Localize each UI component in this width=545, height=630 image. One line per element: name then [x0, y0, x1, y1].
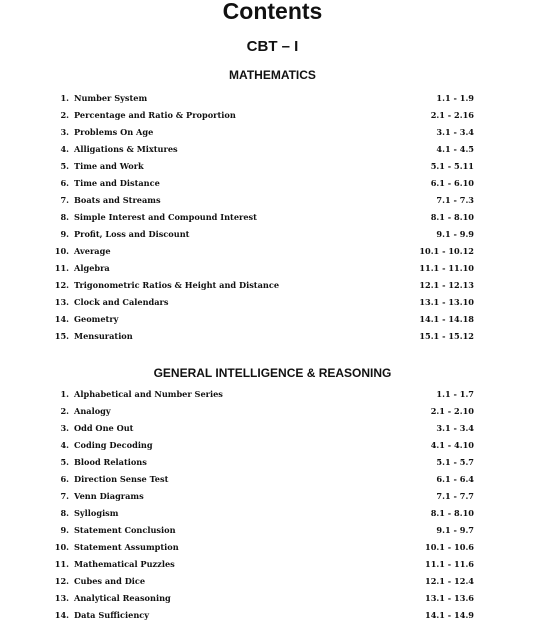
toc-entry — [0, 192, 545, 209]
toc-entry-number: 9. — [60, 525, 69, 535]
toc-entry — [0, 277, 545, 294]
toc-entry-title: Boats and Streams — [74, 195, 161, 205]
toc-entry-number: 12. — [54, 576, 69, 586]
toc-entry — [0, 403, 545, 420]
toc-entry — [0, 454, 545, 471]
section-heading-reasoning: GENERAL INTELLIGENCE & REASONING — [153, 366, 392, 380]
toc-entry-title: Profit, Loss and Discount — [74, 229, 190, 239]
toc-entry-number: 5. — [60, 457, 69, 467]
toc-entry-pages: 5.1 - 5.11 — [430, 161, 474, 171]
toc-entry — [0, 209, 545, 226]
toc-entry — [0, 522, 545, 539]
toc-entry — [0, 471, 545, 488]
toc-entry-title: Direction Sense Test — [74, 474, 169, 484]
toc-entry-number: 7. — [60, 491, 69, 501]
toc-entry-pages: 6.1 - 6.10 — [430, 178, 474, 188]
toc-entry — [0, 539, 545, 556]
toc-entry-title: Simple Interest and Compound Interest — [74, 212, 257, 222]
toc-entry-pages: 7.1 - 7.7 — [436, 491, 474, 501]
toc-entry-title: Mathematical Puzzles — [74, 559, 175, 569]
page-title: Contents — [222, 0, 323, 24]
toc-entry-number: 6. — [60, 178, 69, 188]
toc-entry-number: 12. — [54, 280, 69, 290]
toc-entry-pages: 13.1 - 13.6 — [425, 593, 474, 603]
toc-entry-pages: 14.1 - 14.9 — [425, 610, 474, 620]
toc-entry-pages: 11.1 - 11.10 — [419, 263, 474, 273]
toc-entry-pages: 7.1 - 7.3 — [436, 195, 474, 205]
toc-entry — [0, 386, 545, 403]
toc-entry-pages: 1.1 - 1.7 — [436, 389, 474, 399]
toc-entry-number: 15. — [54, 331, 69, 341]
toc-entry-pages: 8.1 - 8.10 — [430, 212, 474, 222]
toc-entry-title: Clock and Calendars — [74, 297, 169, 307]
toc-entry-number: 8. — [60, 508, 69, 518]
toc-entry-pages: 3.1 - 3.4 — [436, 127, 474, 137]
toc-entry — [0, 294, 545, 311]
toc-entry-number: 10. — [54, 542, 69, 552]
toc-entry-pages: 11.1 - 11.6 — [425, 559, 474, 569]
toc-entry-pages: 1.1 - 1.9 — [436, 93, 474, 103]
toc-entry-number: 11. — [54, 263, 69, 273]
toc-entry-title: Time and Distance — [74, 178, 160, 188]
toc-entry-number: 6. — [60, 474, 69, 484]
toc-entry-title: Problems On Age — [74, 127, 154, 137]
toc-entry-pages: 9.1 - 9.9 — [436, 229, 474, 239]
toc-entry-title: Syllogism — [74, 508, 119, 518]
toc-entry-title: Number System — [74, 93, 148, 103]
toc-entry-number: 4. — [60, 440, 69, 450]
toc-entry-title: Algebra — [74, 263, 110, 273]
toc-entry-title: Statement Assumption — [74, 542, 179, 552]
toc-entry-title: Data Sufficiency — [74, 610, 150, 620]
toc-entry-title: Percentage and Ratio & Proportion — [74, 110, 236, 120]
toc-entry-pages: 12.1 - 12.13 — [419, 280, 474, 290]
toc-entry-pages: 2.1 - 2.10 — [430, 406, 474, 416]
toc-entry-pages: 2.1 - 2.16 — [430, 110, 474, 120]
toc-entry-title: Alligations & Mixtures — [74, 144, 178, 154]
toc-entry-number: 1. — [60, 389, 69, 399]
section-heading-mathematics: MATHEMATICS — [229, 68, 316, 82]
toc-entry-title: Time and Work — [74, 161, 144, 171]
toc-entry — [0, 243, 545, 260]
toc-entry-pages: 10.1 - 10.6 — [425, 542, 474, 552]
toc-entry-number: 8. — [60, 212, 69, 222]
toc-entry-pages: 6.1 - 6.4 — [436, 474, 474, 484]
toc-entry-title: Venn Diagrams — [74, 491, 144, 501]
toc-entry — [0, 420, 545, 437]
toc-entry — [0, 488, 545, 505]
toc-entry-pages: 14.1 - 14.18 — [419, 314, 474, 324]
toc-entry-number: 3. — [60, 127, 69, 137]
toc-entry — [0, 226, 545, 243]
toc-entry-number: 3. — [60, 423, 69, 433]
toc-entry-number: 11. — [54, 559, 69, 569]
toc-entry-title: Geometry — [74, 314, 119, 324]
toc-entry-number: 2. — [60, 406, 69, 416]
toc-entry — [0, 590, 545, 607]
toc-entry — [0, 260, 545, 277]
toc-entry — [0, 175, 545, 192]
toc-entry-number: 7. — [60, 195, 69, 205]
toc-entry-title: Analytical Reasoning — [74, 593, 171, 603]
toc-entry-pages: 12.1 - 12.4 — [425, 576, 474, 586]
toc-entry-pages: 4.1 - 4.5 — [436, 144, 474, 154]
toc-entry-number: 10. — [54, 246, 69, 256]
toc-entry-pages: 5.1 - 5.7 — [436, 457, 474, 467]
toc-list-reasoning — [0, 386, 545, 624]
toc-entry — [0, 573, 545, 590]
toc-entry-number: 13. — [54, 297, 69, 307]
toc-entry-pages: 13.1 - 13.10 — [419, 297, 474, 307]
toc-entry — [0, 505, 545, 522]
toc-entry-number: 5. — [60, 161, 69, 171]
toc-entry — [0, 141, 545, 158]
toc-entry-title: Cubes and Dice — [74, 576, 146, 586]
toc-entry — [0, 328, 545, 345]
toc-entry — [0, 124, 545, 141]
toc-entry-title: Blood Relations — [74, 457, 147, 467]
toc-entry — [0, 311, 545, 328]
toc-entry — [0, 437, 545, 454]
toc-list-mathematics — [0, 90, 545, 345]
toc-entry-number: 4. — [60, 144, 69, 154]
toc-entry-title: Mensuration — [74, 331, 133, 341]
toc-entry-number: 14. — [54, 314, 69, 324]
toc-entry-pages: 8.1 - 8.10 — [430, 508, 474, 518]
toc-entry-title: Average — [74, 246, 111, 256]
toc-entry — [0, 90, 545, 107]
toc-entry-pages: 15.1 - 15.12 — [419, 331, 474, 341]
toc-entry-title: Coding Decoding — [74, 440, 153, 450]
toc-entry-title: Statement Conclusion — [74, 525, 176, 535]
toc-entry-number: 13. — [54, 593, 69, 603]
toc-entry-title: Trigonometric Ratios & Height and Distance — [74, 280, 280, 290]
toc-entry-number: 14. — [54, 610, 69, 620]
toc-entry — [0, 158, 545, 175]
toc-entry-number: 2. — [60, 110, 69, 120]
toc-entry-pages: 4.1 - 4.10 — [430, 440, 474, 450]
toc-entry — [0, 107, 545, 124]
page-subtitle: CBT – I — [246, 38, 299, 55]
toc-entry-title: Alphabetical and Number Series — [74, 389, 223, 399]
toc-entry — [0, 607, 545, 624]
toc-entry-pages: 10.1 - 10.12 — [419, 246, 474, 256]
toc-entry-pages: 9.1 - 9.7 — [436, 525, 474, 535]
toc-entry-number: 1. — [60, 93, 69, 103]
toc-entry-title: Analogy — [74, 406, 111, 416]
toc-entry-title: Odd One Out — [74, 423, 134, 433]
toc-entry-pages: 3.1 - 3.4 — [436, 423, 474, 433]
toc-entry — [0, 556, 545, 573]
toc-entry-number: 9. — [60, 229, 69, 239]
